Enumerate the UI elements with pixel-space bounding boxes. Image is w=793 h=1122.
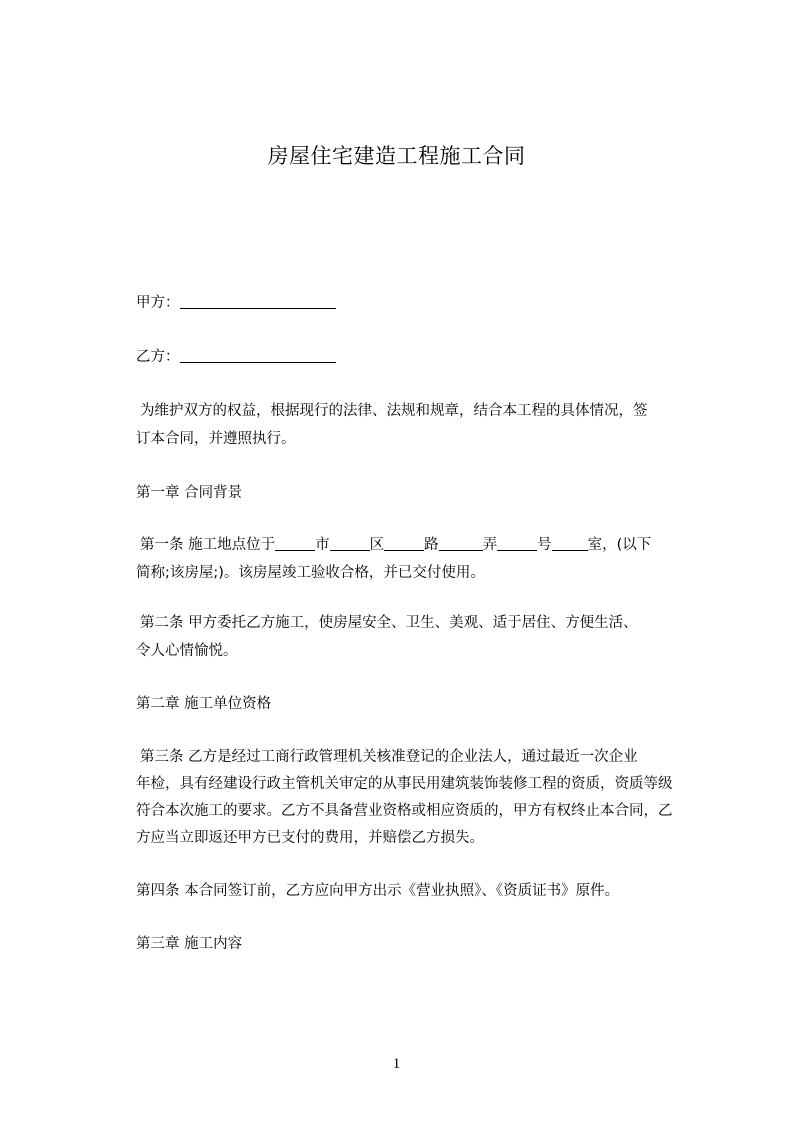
district-blank (330, 536, 370, 551)
article-1-line-1 (140, 533, 651, 554)
number-label: 号 (537, 537, 552, 553)
page-title: 房屋住宅建造工程施工合同 (267, 144, 526, 168)
article-3-line-1: 第三条 乙方是经过工商行政管理机关核准登记的企业法人，通过最近一次企业 (140, 749, 638, 765)
room-label: 室，(以下 (587, 537, 652, 553)
chapter-3-heading: 第三章 施工内容 (136, 936, 243, 952)
party-b-blank (180, 348, 336, 363)
city-label: 市 (315, 537, 330, 553)
article-1-line-2: 简称;该房屋;)。该房屋竣工验收合格，并已交付使用。 (136, 565, 485, 581)
district-label: 区 (369, 537, 385, 553)
road-blank (384, 536, 424, 551)
article-3-line-4: 方应当立即返还甲方已支付的费用，并赔偿乙方损失。 (136, 830, 484, 846)
party-a-line (136, 291, 336, 312)
chapter-1-heading: 第一章 合同背景 (136, 485, 243, 501)
lane-blank (439, 536, 483, 551)
intro-line-1: 为维护双方的权益，根据现行的法律、法规和规章，结合本工程的具体情况，签 (140, 403, 648, 419)
road-label: 路 (424, 537, 439, 553)
article-2-line-1: 第二条 甲方委托乙方施工，使房屋安全、卫生、美观、适于居住、方便生活、 (140, 615, 638, 631)
room-blank (552, 536, 588, 551)
chapter-2-heading: 第二章 施工单位资格 (136, 696, 272, 712)
party-b-label: 乙方： (136, 349, 180, 365)
city-blank (275, 536, 315, 551)
article-4-line: 第四条 本合同签订前，乙方应向甲方出示《营业执照》、《资质证书》原件。 (136, 883, 620, 899)
article-3-line-3: 符合本次施工的要求。乙方不具备营业资格或相应资质的，甲方有权终止本合同，乙 (136, 803, 673, 819)
lane-label: 弄 (482, 537, 498, 553)
party-a-blank (180, 294, 336, 309)
number-blank (497, 536, 537, 551)
party-a-label: 甲方： (136, 295, 180, 311)
party-b-line (136, 345, 336, 366)
article-1-text: 第一条 施工地点位于 (140, 537, 276, 553)
article-2-line-2: 令人心情愉悦。 (136, 643, 238, 659)
intro-line-2: 订本合同，并遵照执行。 (136, 431, 296, 447)
article-3-line-2: 年检，具有经建设行政主管机关审定的从事民用建筑装饰装修工程的资质，资质等级 (136, 776, 673, 792)
page-number: 1 (392, 1056, 401, 1072)
